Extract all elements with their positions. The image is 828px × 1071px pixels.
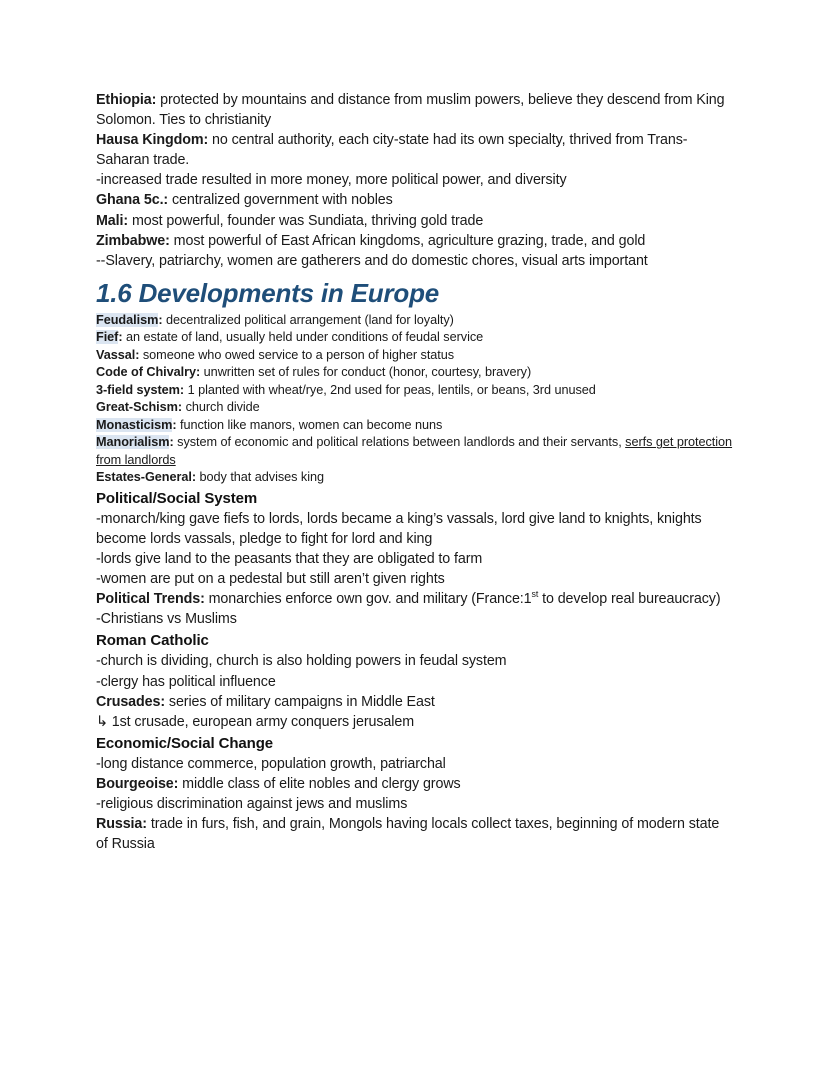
crusades-term: Crusades: (96, 693, 166, 710)
political-trends-text-a: monarchies enforce own gov. and military (France:1 (204, 591, 532, 608)
political-trends (96, 589, 734, 609)
definition-great-schism-colon: : (177, 400, 183, 415)
crusades (96, 692, 734, 712)
definition-monasticism-term: Monasticism (96, 417, 173, 432)
definition-estates-general (96, 469, 734, 487)
definition-manorialism-text: system of economic and political relations between landlords and their servants, (173, 435, 626, 450)
definition-vassal (96, 347, 734, 365)
definition-fief (96, 329, 734, 347)
definition-code-of-chivalry-term: Code of Chivalry (96, 365, 197, 380)
definition-monasticism-colon: : (172, 417, 177, 432)
definition-manorialism-underlined: serfs get protection from landlords (96, 435, 733, 467)
definition-great-schism-text: church divide (182, 400, 260, 415)
roman-catholic-block (96, 630, 734, 731)
subheading-economic-social-change: Economic/Social Change (96, 734, 274, 752)
section-heading-developments-in-europe: 1.6 Developments in Europe (96, 277, 440, 308)
russia (96, 814, 734, 854)
definition-feudalism-term: Feudalism (96, 312, 159, 327)
note-ethiopia-text: protected by mountains and distance from muslim powers, believe they descend from King Solomon. Ties to christianity (96, 92, 725, 129)
roman-catholic-line-2: -clergy has political influence (96, 673, 276, 690)
crusades-subpoint (96, 712, 734, 732)
note-ethiopia-term: Ethiopia: (96, 92, 157, 108)
definition-great-schism (96, 399, 734, 417)
crusades-text: series of military campaigns in Middle East (165, 693, 435, 710)
definition-code-of-chivalry-colon: : (196, 365, 201, 380)
note-zimbabwe-text: most powerful of East African kingdoms, agriculture grazing, trade, and gold (169, 232, 646, 249)
definition-monasticism-text: function like manors, women can become nuns (176, 417, 443, 432)
economic-social-line-1: -long distance commerce, population growth, patriarchal (96, 755, 446, 772)
political-trends-text-b: to develop real bureaucracy) (538, 591, 721, 608)
definition-vassal-text: someone who owed service to a person of higher status (139, 347, 455, 362)
definition-great-schism-term: Great-Schism (96, 400, 178, 415)
economic-social-change-block (96, 733, 734, 854)
note-mali-text: most powerful, founder was Sundiata, thriving gold trade (128, 212, 484, 229)
note-zimbabwe-term: Zimbabwe: (96, 232, 170, 249)
down-right-arrow-icon: ↳ (96, 713, 108, 730)
note-zimbabwe (96, 231, 734, 251)
russia-term: Russia: (96, 816, 147, 833)
africa-notes-block (96, 90, 734, 271)
definition-fief-term: Fief (96, 330, 119, 345)
economic-social-line-2: -religious discrimination against jews and muslims (96, 795, 408, 812)
definition-manorialism-colon: : (169, 435, 174, 450)
definition-3-field-system (96, 382, 734, 400)
crusades-subpoint-text: 1st crusade, european army conquers jerusalem (111, 713, 415, 730)
subheading-roman-catholic: Roman Catholic (96, 632, 209, 650)
definition-manorialism (96, 434, 734, 469)
definition-feudalism-colon: : (158, 312, 163, 327)
political-social-line-4: -Christians vs Muslims (96, 611, 237, 628)
note-hausa-kingdom-term: Hausa Kingdom: (96, 132, 209, 149)
political-social-line-3: -women are put on a pedestal but still aren’t given rights (96, 571, 445, 588)
note-increased-trade: -increased trade resulted in more money, more political power, and diversity (96, 172, 567, 189)
definition-3-field-system-text: 1 planted with wheat/rye, 2nd used for peas, lentils, or beans, 3rd unused (184, 382, 596, 397)
bourgeoise (96, 774, 734, 794)
definition-feudalism-text: decentralized political arrangement (land for loyalty) (162, 312, 454, 327)
definition-feudalism (96, 312, 734, 330)
definition-code-of-chivalry-text: unwritten set of rules for conduct (honor, courtesy, bravery) (200, 365, 532, 380)
political-trends-ordinal-superscript: st (531, 589, 539, 600)
note-hausa-kingdom-text: no central authority, each city-state had its own specialty, thrived from Trans-Saharan trade. (96, 132, 688, 169)
definition-vassal-colon: : (135, 347, 140, 362)
political-trends-term: Political Trends: (96, 591, 205, 608)
note-ghana-text: centralized government with nobles (168, 192, 393, 209)
note-mali-term: Mali: (96, 212, 129, 229)
note-ethiopia (96, 90, 734, 130)
definition-estates-general-text: body that advises king (196, 470, 324, 485)
definition-manorialism-term: Manorialism (96, 435, 170, 450)
note-mali (96, 211, 734, 231)
russia-text: trade in furs, fish, and grain, Mongols having locals collect taxes, beginning of modern state of Russia (96, 816, 720, 853)
note-society: --Slavery, patriarchy, women are gatherers and do domestic chores, visual arts important (96, 252, 648, 269)
definition-vassal-term: Vassal (96, 347, 136, 362)
definition-fief-colon: : (118, 330, 123, 345)
note-hausa-kingdom (96, 130, 734, 170)
definition-code-of-chivalry (96, 364, 734, 382)
bourgeoise-term: Bourgeoise: (96, 775, 179, 792)
note-ghana-term: Ghana 5c.: (96, 192, 169, 209)
roman-catholic-line-1: -church is dividing, church is also holding powers in feudal system (96, 653, 507, 670)
definition-fief-text: an estate of land, usually held under conditions of feudal service (122, 330, 484, 345)
political-social-line-2: -lords give land to the peasants that they are obligated to farm (96, 551, 483, 568)
definition-estates-general-colon: : (191, 470, 197, 485)
definition-estates-general-term: Estates-General (96, 470, 192, 485)
document-content (96, 90, 734, 854)
bourgeoise-text: middle class of elite nobles and clergy grows (178, 775, 461, 792)
political-social-system-block (96, 488, 734, 630)
definition-3-field-system-term: 3-field system (96, 382, 180, 397)
definition-3-field-system-colon: : (179, 382, 185, 397)
europe-definitions-block (96, 312, 734, 487)
political-social-line-1: -monarch/king gave fiefs to lords, lords became a king’s vassals, lord give land to knights, knights become lords vassals, pledge to fight for lord and king (96, 510, 702, 547)
note-ghana (96, 190, 734, 210)
subheading-political-social-system: Political/Social System (96, 489, 258, 507)
definition-monasticism (96, 417, 734, 435)
